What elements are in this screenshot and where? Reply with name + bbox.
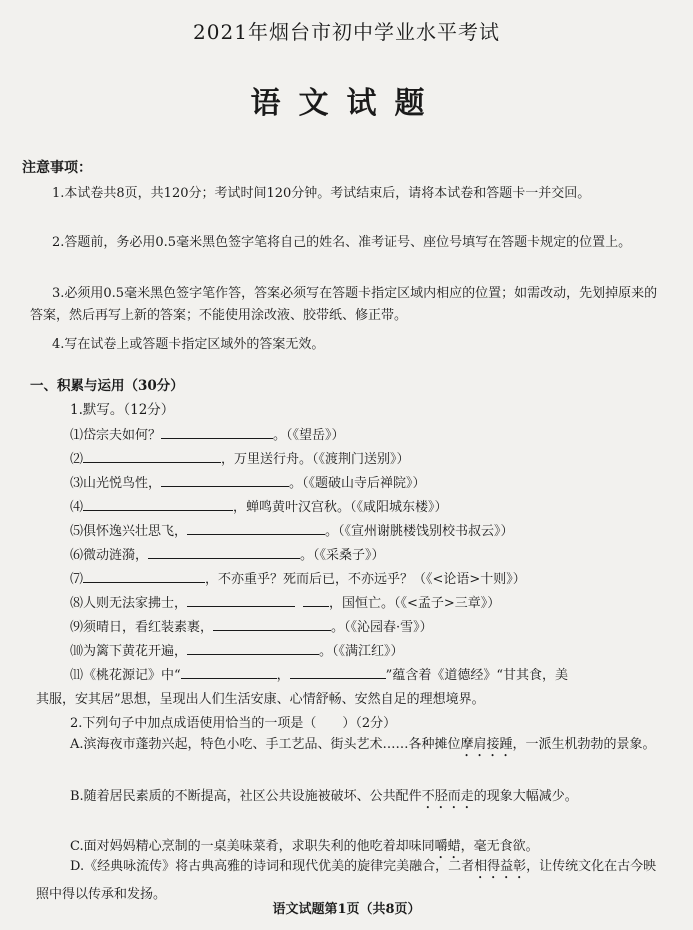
option-text: A.滨海夜市蓬勃兴起，特色小吃、手工艺品、街头艺术……各种摊位 xyxy=(70,737,461,752)
item-text: ⑴岱宗夫如何？ xyxy=(70,428,162,443)
question-heading: 1.默写。（12分） xyxy=(70,402,175,418)
option-text: 的现象大幅减少。 xyxy=(473,789,578,804)
item-text: ⑶山光悦鸟性， xyxy=(70,476,162,491)
notice-item: 1.本试卷共8页，共120分；考试时间120分钟。考试结束后，请将本试卷和答题卡一并交回。 xyxy=(52,186,591,201)
item-text: ”蕴含着《道德经》“甘其食，美 xyxy=(385,668,568,683)
answer-blank[interactable] xyxy=(161,473,289,487)
item-text: 。（《宣州谢朓楼饯别校书叔云》） xyxy=(325,524,514,539)
notice-heading: 注意事项： xyxy=(22,160,92,176)
item-text: ⑺ xyxy=(70,572,84,587)
answer-blank[interactable] xyxy=(213,617,331,631)
subject-title: 语文试题 xyxy=(250,86,443,121)
notice-item: 3.必须用0.5毫米黑色签字笔作答，答案必须写在答题卡指定区域内相应的位置；如需改动，先划掉原来的答案，然后再写上新的答案；不能使用涂改液、胶带纸、修正带。 xyxy=(30,286,658,323)
section-heading: 一、积累与运用（30分） xyxy=(30,378,184,394)
item-text: ，万里送行舟。（《渡荆门送别》） xyxy=(221,452,410,467)
notice-item: 2.答题前，务必用0.5毫米黑色签字笔将自己的姓名、准考证号、座位号填写在答题卡规定的位置上。 xyxy=(52,235,632,250)
dotted-idiom: 相得益彰 xyxy=(474,859,527,874)
option-text: D.《经典咏流传》将古典高雅的诗词和现代优美的旋律完美融合，二者 xyxy=(70,859,475,874)
item-text: 。（《满江红》） xyxy=(319,644,404,659)
option-text: ，让传统文化在古今映照中得以传承和发扬。 xyxy=(36,859,657,902)
dictation-item xyxy=(70,448,410,467)
item-text: ⑻人则无法家拂士， xyxy=(70,596,188,611)
item-text: ⑸俱怀逸兴壮思飞， xyxy=(70,524,188,539)
answer-blank[interactable] xyxy=(83,449,221,463)
item-text: 。（《望岳》） xyxy=(273,428,345,443)
dictation-item xyxy=(70,616,433,635)
item-text: 。（《沁园春·雪》） xyxy=(331,620,433,635)
answer-blank[interactable] xyxy=(187,641,319,655)
answer-blank[interactable] xyxy=(187,593,295,607)
option-text: B.随着居民素质的不断提高，社区公共设施被破坏、公共配件 xyxy=(70,789,422,804)
option-text: C.面对妈妈精心烹制的一桌美味菜肴，求职失利的他吃着却味同 xyxy=(70,839,435,854)
answer-blank[interactable] xyxy=(83,497,233,511)
item-text: 。（《采桑子》） xyxy=(300,548,385,563)
option-text: ，毫无食欲。 xyxy=(460,839,539,854)
item-text: ，蝉鸣黄叶汉宫秋。（《咸阳城东楼》） xyxy=(233,500,448,515)
dictation-item xyxy=(70,424,345,443)
dotted-idiom: 摩肩接踵 xyxy=(460,737,513,752)
answer-blank[interactable] xyxy=(290,665,386,679)
option-a[interactable] xyxy=(36,732,660,760)
dictation-item xyxy=(70,544,385,563)
dotted-idiom: 不胫而走 xyxy=(421,789,474,804)
dictation-item xyxy=(70,640,404,659)
dictation-item-continuation: 其服，安其居”思想，呈现出人们生活安康、心情舒畅、安然自足的理想境界。 xyxy=(36,692,485,707)
dictation-item xyxy=(70,496,448,515)
item-text: ，国恒亡。（《<孟子>三章》） xyxy=(329,596,501,611)
item-text: ⑽为篱下黄花开遍， xyxy=(70,644,188,659)
answer-blank[interactable] xyxy=(148,545,300,559)
dictation-item xyxy=(70,520,514,539)
dictation-item xyxy=(70,472,426,491)
question-heading: 2.下列句子中加点成语使用恰当的一项是（ ）（2分） xyxy=(70,716,397,731)
answer-blank[interactable] xyxy=(161,425,273,439)
item-text: 。（《题破山寺后禅院》） xyxy=(289,476,426,491)
item-text: ⑼须晴日，看红装素裹， xyxy=(70,620,214,635)
item-text: ⑾《桃花源记》中“ xyxy=(70,668,181,683)
item-text: ，不亦重乎？死而后已，不亦远乎？（《<论语>十则》） xyxy=(205,572,526,587)
dictation-item xyxy=(70,568,526,587)
option-text: ，一派生机勃勃的景象。 xyxy=(512,737,656,752)
item-text: ， xyxy=(276,668,290,683)
answer-blank[interactable] xyxy=(187,521,325,535)
notice-item: 4.写在试卷上或答题卡指定区域外的答案无效。 xyxy=(52,337,325,352)
dotted-idiom: 嚼蜡 xyxy=(434,839,461,854)
option-b[interactable] xyxy=(36,784,660,812)
item-text: ⑹微动涟漪， xyxy=(70,548,149,563)
dictation-item xyxy=(70,592,500,611)
page-footer: 语文试题第1页（共8页） xyxy=(272,902,421,917)
item-text: ⑷ xyxy=(70,500,84,515)
dictation-item xyxy=(70,664,568,683)
exam-title: 2021年烟台市初中学业水平考试 xyxy=(193,20,500,44)
answer-blank[interactable] xyxy=(83,569,205,583)
answer-blank[interactable] xyxy=(303,593,329,607)
item-text: ⑵ xyxy=(70,452,84,467)
answer-blank[interactable] xyxy=(181,665,277,679)
